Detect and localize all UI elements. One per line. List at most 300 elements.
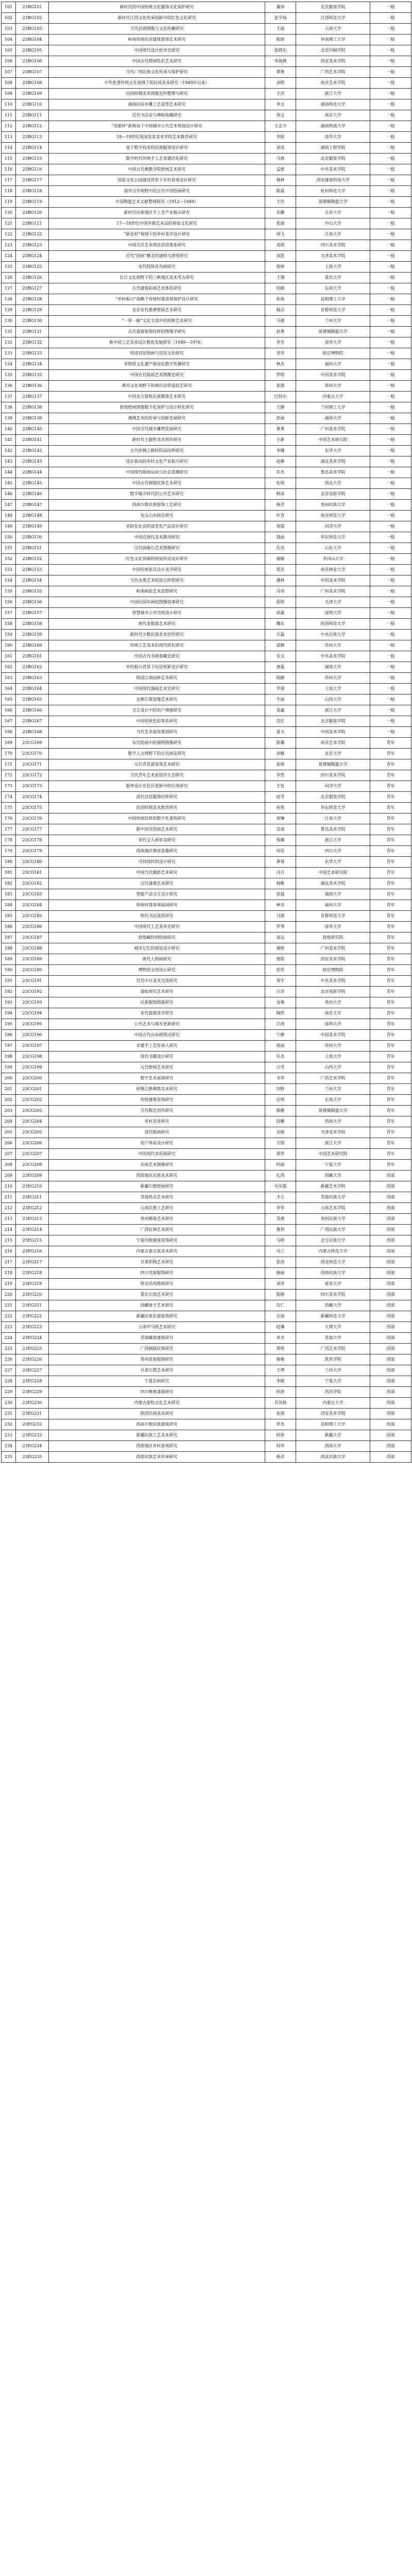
row-number-cell: 155 — [2, 586, 16, 597]
table-row — [2, 489, 411, 500]
project-code-cell: 23BG163 — [16, 673, 49, 684]
row-number-cell: 183 — [2, 889, 16, 900]
institution-cell: 新疆艺术学院 — [296, 1181, 370, 1192]
project-code-cell: 23CG180 — [16, 857, 49, 868]
principal-cell: 次仁 — [265, 1300, 296, 1311]
project-code-cell: 23BG104 — [16, 35, 49, 45]
table-row — [2, 1019, 411, 1030]
institution-cell: 延安大学 — [296, 1279, 370, 1290]
table-row — [2, 1430, 411, 1441]
project-code-cell: 23CG198 — [16, 1052, 49, 1062]
institution-cell: 中国艺术研究院 — [296, 868, 370, 878]
project-title-cell: 宋代瓷器美学研究 — [49, 1008, 265, 1019]
row-number-cell: 189 — [2, 954, 16, 965]
project-title-cell: 新时代江西文化传承创新中的红色文化研究 — [49, 13, 265, 24]
institution-cell: 内蒙古师范大学 — [296, 1246, 370, 1257]
project-code-cell: 23BG113 — [16, 132, 49, 143]
category-cell: 一般 — [370, 402, 411, 413]
table-row — [2, 110, 411, 121]
institution-cell: 东南大学 — [296, 283, 370, 294]
table-row — [2, 532, 411, 543]
category-cell: 西部 — [370, 1344, 411, 1354]
row-number-cell: 214 — [2, 1225, 16, 1235]
project-code-cell: 23BG153 — [16, 565, 49, 575]
project-title-cell: 西部地区民族美术研究 — [49, 1171, 265, 1181]
table-row — [2, 965, 411, 976]
project-code-cell: 23BG128 — [16, 294, 49, 305]
table-row — [2, 1419, 411, 1430]
row-number-cell: 201 — [2, 1084, 16, 1095]
project-code-cell: 23BG115 — [16, 154, 49, 164]
category-cell: 一般 — [370, 110, 411, 121]
table-row — [2, 1387, 411, 1398]
project-title-cell: 新时代主题性美术创作研究 — [49, 435, 265, 446]
row-number-cell: 171 — [2, 759, 16, 770]
row-number-cell: 180 — [2, 857, 16, 868]
row-number-cell: 235 — [2, 1452, 16, 1463]
table-row — [2, 1095, 411, 1106]
category-cell: 青年 — [370, 1052, 411, 1062]
category-cell: 一般 — [370, 99, 411, 110]
row-number-cell: 104 — [2, 35, 16, 45]
principal-cell: 覃艳 — [265, 67, 296, 78]
project-title-cell: 岭南传统民居建筑装饰艺术研究 — [49, 35, 265, 45]
institution-cell: 东华大学 — [296, 857, 370, 868]
institution-cell: 北京服装学院 — [296, 2, 370, 13]
project-title-cell: 新时代少数民族美术创作研究 — [49, 630, 265, 640]
project-title-cell: 设计驱动的乡村文化产业振兴研究 — [49, 456, 265, 467]
project-title-cell: 中国民间年画的图像叙事研究 — [49, 597, 265, 608]
project-code-cell: 23CG176 — [16, 814, 49, 824]
category-cell: 一般 — [370, 132, 411, 143]
institution-cell: 景德镇陶瓷大学 — [296, 197, 370, 208]
institution-cell: 天津大学 — [296, 597, 370, 608]
table-row — [2, 305, 411, 316]
table-row — [2, 316, 411, 327]
principal-cell: 邹宇 — [265, 976, 296, 987]
table-row — [2, 359, 411, 370]
row-number-cell: 133 — [2, 348, 16, 359]
project-code-cell: 23EG222 — [16, 1311, 49, 1322]
project-title-cell: 中国现代设计批评史研究 — [49, 45, 265, 56]
institution-cell: 景德镇陶瓷大学 — [296, 1106, 370, 1116]
row-number-cell: 186 — [2, 922, 16, 933]
project-title-cell: 青海藏族建筑研究 — [49, 1333, 265, 1344]
institution-cell: 江西师范大学 — [296, 13, 370, 24]
table-row — [2, 835, 411, 846]
category-cell: 西部 — [370, 1214, 411, 1225]
row-number-cell: 192 — [2, 987, 16, 997]
category-cell: 西部 — [370, 1192, 411, 1203]
row-number-cell: 112 — [2, 121, 16, 132]
row-number-cell: 228 — [2, 1376, 16, 1387]
row-number-cell: 227 — [2, 1365, 16, 1376]
category-cell: 一般 — [370, 521, 411, 532]
row-number-cell: 140 — [2, 424, 16, 435]
table-row — [2, 500, 411, 511]
project-title-cell: 中国古代铜镜纹饰艺术研究 — [49, 478, 265, 489]
project-title-cell: “双循环”新格局下中国城市公共艺术规划设计研究 — [49, 121, 265, 132]
principal-cell: 冯伟 — [265, 586, 296, 597]
principal-cell: 王静 — [265, 402, 296, 413]
principal-cell: 高远 — [265, 933, 296, 943]
category-cell: 青年 — [370, 781, 411, 792]
project-title-cell: 中国当代艺术理论话语体系研究 — [49, 240, 265, 251]
principal-cell: 罗琴 — [265, 922, 296, 933]
project-code-cell: 23EG216 — [16, 1246, 49, 1257]
project-code-cell: 23BG124 — [16, 251, 49, 262]
project-code-cell: 23CG203 — [16, 1106, 49, 1116]
institution-cell: 大理大学 — [296, 1322, 370, 1333]
project-title-cell: 可持续时尚设计研究 — [49, 857, 265, 868]
table-row — [2, 738, 411, 749]
row-number-cell: 223 — [2, 1322, 16, 1333]
project-code-cell: 23EG227 — [16, 1365, 49, 1376]
category-cell: 青年 — [370, 911, 411, 922]
row-number-cell: 161 — [2, 651, 16, 662]
table-row — [2, 1354, 411, 1365]
project-code-cell: 23BG167 — [16, 716, 49, 727]
principal-cell: 夏天 — [265, 727, 296, 738]
table-row — [2, 208, 411, 218]
principal-cell: 刘畅 — [265, 749, 296, 759]
table-row — [2, 640, 411, 651]
principal-cell: 黄勇 — [265, 424, 296, 435]
principal-cell: 杨丽 — [265, 1268, 296, 1279]
institution-cell: 天津美术学院 — [296, 251, 370, 262]
row-number-cell: 125 — [2, 262, 16, 273]
institution-cell: 吉首大学 — [296, 208, 370, 218]
table-row — [2, 694, 411, 705]
project-code-cell: 23BG160 — [16, 640, 49, 651]
project-title-cell: 唐代金银器艺术研究 — [49, 619, 265, 630]
institution-cell: 西安美术学院 — [296, 954, 370, 965]
category-cell: 一般 — [370, 619, 411, 630]
institution-cell: 中国美术学院 — [296, 575, 370, 586]
project-title-cell: 非遗手工艺传承人研究 — [49, 1041, 265, 1052]
project-code-cell: 23EG235 — [16, 1452, 49, 1463]
table-row — [2, 218, 411, 229]
principal-cell: 陶然 — [265, 1008, 296, 1019]
principal-cell: 王丽 — [265, 24, 296, 35]
project-title-cell: 岩画艺术图像研究 — [49, 1160, 265, 1171]
table-row — [2, 597, 411, 608]
institution-cell: 杭州师范大学 — [296, 186, 370, 197]
institution-cell: 北京大学 — [296, 749, 370, 759]
principal-cell: 韦华 — [265, 1073, 296, 1084]
category-cell: 西部 — [370, 1225, 411, 1235]
project-code-cell: 23BG102 — [16, 13, 49, 24]
project-title-cell: 北朝石窟造像艺术研究 — [49, 694, 265, 705]
project-title-cell: 贵州蜡染艺术研究 — [49, 1214, 265, 1225]
project-title-cell: 云南甲马纸艺术研究 — [49, 1322, 265, 1333]
project-title-cell: 服务设计在社区更新中的应用研究 — [49, 781, 265, 792]
principal-cell: 彭欣 — [265, 965, 296, 976]
institution-cell: 内蒙古大学 — [296, 392, 370, 402]
principal-cell: 黄琦 — [265, 857, 296, 868]
principal-cell: 石磊 — [265, 630, 296, 640]
table-row — [2, 943, 411, 954]
project-title-cell: 中国当代摄影艺术研究 — [49, 868, 265, 878]
project-code-cell: 23BG149 — [16, 521, 49, 532]
row-number-cell: 224 — [2, 1333, 16, 1344]
project-code-cell: 23BG162 — [16, 662, 49, 673]
category-cell: 一般 — [370, 489, 411, 500]
project-title-cell: 古代瓷器装饰纹样的图像学研究 — [49, 327, 265, 337]
institution-cell: 中央民族大学 — [296, 630, 370, 640]
category-cell: 青年 — [370, 1073, 411, 1084]
category-cell: 一般 — [370, 337, 411, 348]
project-code-cell: 23BG138 — [16, 402, 49, 413]
project-title-cell: 基于数字技术的民族服饰设计研究 — [49, 143, 265, 154]
principal-cell: 多杰 — [265, 1333, 296, 1344]
principal-cell: 吴迪 — [265, 824, 296, 835]
project-title-cell: 宋代院体花鸟画研究 — [49, 262, 265, 273]
table-row — [2, 759, 411, 770]
institution-cell: 苏州大学 — [296, 640, 370, 651]
institution-cell: 广州美术学院 — [296, 943, 370, 954]
table-row — [2, 630, 411, 640]
project-title-cell: 中华优秀传统文化视域下的民间美术研究（1949年以来） — [49, 78, 265, 89]
institution-cell: 北京服装学院 — [296, 792, 370, 803]
principal-cell: 吴华 — [265, 348, 296, 359]
principal-cell: 宋文 — [265, 651, 296, 662]
table-row — [2, 337, 411, 348]
principal-cell: 张晓东 — [265, 45, 296, 56]
table-row — [2, 673, 411, 684]
institution-cell: 兰州理工大学 — [296, 402, 370, 413]
table-row — [2, 1008, 411, 1019]
row-number-cell: 134 — [2, 359, 16, 370]
project-title-cell: 广西壮锦艺术研究 — [49, 1225, 265, 1235]
row-number-cell: 136 — [2, 381, 16, 392]
project-title-cell: 博物馆文创设计研究 — [49, 965, 265, 976]
project-code-cell: 23EG224 — [16, 1333, 49, 1344]
row-number-cell: 187 — [2, 933, 16, 943]
principal-cell: 谢敏 — [265, 554, 296, 565]
row-number-cell: 185 — [2, 911, 16, 922]
table-row — [2, 1160, 411, 1171]
principal-cell: 赵琳 — [265, 1322, 296, 1333]
project-code-cell: 23CG187 — [16, 933, 49, 943]
institution-cell: 苏州大学 — [296, 673, 370, 684]
project-code-cell: 23BG129 — [16, 305, 49, 316]
principal-cell: 刘芳 — [265, 1279, 296, 1290]
principal-cell: 马超 — [265, 911, 296, 922]
project-code-cell: 23BG151 — [16, 543, 49, 554]
row-number-cell: 175 — [2, 803, 16, 814]
project-code-cell: 23CG190 — [16, 965, 49, 976]
project-title-cell: 用户体验设计研究 — [49, 1138, 265, 1149]
row-number-cell: 137 — [2, 392, 16, 402]
row-number-cell: 148 — [2, 511, 16, 521]
row-number-cell: 130 — [2, 316, 16, 327]
principal-cell: 阿洛 — [265, 1387, 296, 1398]
table-row — [2, 511, 411, 521]
table-row — [2, 878, 411, 889]
category-cell: 一般 — [370, 424, 411, 435]
principal-cell: 杨洋 — [265, 1452, 296, 1463]
table-row — [2, 1452, 411, 1463]
project-code-cell: 23BG118 — [16, 186, 49, 197]
principal-cell: 刘明 — [265, 78, 296, 89]
category-cell: 一般 — [370, 45, 411, 56]
project-title-cell: 数字艺术展演研究 — [49, 1073, 265, 1084]
principal-cell: 王新 — [265, 435, 296, 446]
category-cell: 青年 — [370, 846, 411, 857]
project-title-cell: 近代书法家与碑帖收藏研究 — [49, 110, 265, 121]
project-code-cell: 23CG184 — [16, 900, 49, 911]
principal-cell: 马明 — [265, 1235, 296, 1246]
project-title-cell: 宋代绘画中的器物图像研究 — [49, 738, 265, 749]
project-title-cell: 四川羌族服饰研究 — [49, 1268, 265, 1279]
row-number-cell: 168 — [2, 727, 16, 738]
row-number-cell: 188 — [2, 943, 16, 954]
category-cell: 青年 — [370, 878, 411, 889]
table-row — [2, 370, 411, 381]
institution-cell: 新疆师范大学 — [296, 1311, 370, 1322]
institution-cell: 中央美术学院 — [296, 651, 370, 662]
institution-cell: 山西大学 — [296, 1062, 370, 1073]
row-number-cell: 203 — [2, 1106, 16, 1116]
principal-cell: 徐晨 — [265, 889, 296, 900]
row-number-cell: 211 — [2, 1192, 16, 1203]
principal-cell: 朱鹏 — [265, 208, 296, 218]
category-cell: 一般 — [370, 283, 411, 294]
project-title-cell: 长江文化视野下的三峡地区美术考古研究 — [49, 273, 265, 283]
project-code-cell: 23EG221 — [16, 1300, 49, 1311]
category-cell: 西部 — [370, 1387, 411, 1398]
institution-cell: 中国美术学院 — [296, 370, 370, 381]
project-title-cell: 乡村振兴背景下民居更新设计研究 — [49, 662, 265, 673]
principal-cell: 金鑫 — [265, 705, 296, 716]
project-title-cell: 民国时期美术教育研究 — [49, 803, 265, 814]
project-title-cell: 乡村美育研究 — [49, 1116, 265, 1127]
institution-cell: 华东师范大学 — [296, 532, 370, 543]
institution-cell: 湖南大学 — [296, 413, 370, 424]
row-number-cell: 198 — [2, 1052, 16, 1062]
principal-cell: 毕强 — [265, 684, 296, 694]
project-code-cell: 23BG101 — [16, 2, 49, 13]
category-cell: 一般 — [370, 348, 411, 359]
project-title-cell: 新时代民族地区手工艺产业振兴研究 — [49, 208, 265, 218]
table-row — [2, 1041, 411, 1052]
table-row — [2, 45, 411, 56]
principal-cell: 邵华 — [265, 1149, 296, 1160]
institution-cell: 宁夏大学 — [296, 1160, 370, 1171]
project-code-cell: 23BG134 — [16, 359, 49, 370]
row-number-cell: 219 — [2, 1279, 16, 1290]
row-number-cell: 202 — [2, 1095, 16, 1106]
principal-cell: 张宇扬 — [265, 13, 296, 24]
principal-cell: 韩冰 — [265, 489, 296, 500]
row-number-cell: 115 — [2, 154, 16, 164]
project-code-cell: 23CG172 — [16, 770, 49, 781]
project-code-cell: 23BG144 — [16, 467, 49, 478]
project-code-cell: 23BG165 — [16, 694, 49, 705]
project-title-cell: 中国北方游牧民族服饰艺术研究 — [49, 392, 265, 402]
row-number-cell: 207 — [2, 1149, 16, 1160]
row-number-cell: 122 — [2, 229, 16, 240]
category-cell: 西部 — [370, 1441, 411, 1452]
institution-cell: 南京艺术学院 — [296, 738, 370, 749]
table-row — [2, 1300, 411, 1311]
category-cell: 一般 — [370, 305, 411, 316]
table-row — [2, 1192, 411, 1203]
category-cell: 一般 — [370, 543, 411, 554]
row-number-cell: 157 — [2, 608, 16, 619]
institution-cell: 南京师范大学 — [296, 511, 370, 521]
category-cell: 西部 — [370, 1354, 411, 1365]
table-row — [2, 997, 411, 1008]
table-row — [2, 467, 411, 478]
category-cell: 一般 — [370, 640, 411, 651]
institution-cell: 西南民族大学 — [296, 1268, 370, 1279]
institution-cell: 湖南师范大学 — [296, 99, 370, 110]
institution-cell: 山西大学 — [296, 694, 370, 705]
project-title-cell: 中国当代城市雕塑发展研究 — [49, 424, 265, 435]
table-row — [2, 749, 411, 759]
category-cell: 一般 — [370, 56, 411, 67]
project-title-cell: 新中国宣传画艺术研究 — [49, 824, 265, 835]
table-row — [2, 727, 411, 738]
project-code-cell: 23BG152 — [16, 554, 49, 565]
principal-cell: 李海燕 — [265, 56, 296, 67]
row-number-cell: 120 — [2, 208, 16, 218]
project-code-cell: 23CG182 — [16, 878, 49, 889]
row-number-cell: 230 — [2, 1398, 16, 1409]
row-number-cell: 229 — [2, 1387, 16, 1398]
institution-cell: 福州大学 — [296, 359, 370, 370]
project-code-cell: 23CG201 — [16, 1084, 49, 1095]
institution-cell: 西安美术学院 — [296, 56, 370, 67]
institution-cell: 青海大学 — [296, 1333, 370, 1344]
project-title-cell: 中国古代书画鉴藏史研究 — [49, 651, 265, 662]
table-row — [2, 608, 411, 619]
table-row — [2, 814, 411, 824]
institution-cell: 西南大学 — [296, 1441, 370, 1452]
project-code-cell: 23EG217 — [16, 1257, 49, 1268]
category-cell: 一般 — [370, 727, 411, 738]
row-number-cell: 231 — [2, 1409, 16, 1419]
principal-cell: 牛丽 — [265, 694, 296, 705]
category-cell: 一般 — [370, 381, 411, 392]
row-number-cell: 226 — [2, 1354, 16, 1365]
row-number-cell: 234 — [2, 1441, 16, 1452]
institution-cell: 重庆大学 — [296, 273, 370, 283]
category-cell: 青年 — [370, 1084, 411, 1095]
principal-cell: 白雪 — [265, 1062, 296, 1073]
institution-cell: 深圳大学 — [296, 608, 370, 619]
category-cell: 青年 — [370, 1138, 411, 1149]
project-title-cell: 民国时期美术图像史料整理与研究 — [49, 89, 265, 99]
principal-cell: 杨梅 — [265, 1354, 296, 1365]
table-row — [2, 521, 411, 532]
project-code-cell: 23CG185 — [16, 911, 49, 922]
category-cell: 西部 — [370, 1398, 411, 1409]
table-row — [2, 456, 411, 467]
table-row — [2, 1062, 411, 1073]
row-number-cell: 117 — [2, 175, 16, 186]
row-number-cell: 158 — [2, 619, 16, 630]
project-title-cell: 新中国工艺美术设计教育发展研究（1949—1976） — [49, 337, 265, 348]
institution-cell: 浙江大学 — [296, 705, 370, 716]
category-cell: 一般 — [370, 273, 411, 283]
category-cell: 青年 — [370, 933, 411, 943]
institution-cell: 北京服装学院 — [296, 154, 370, 164]
category-cell: 一般 — [370, 89, 411, 99]
table-row — [2, 1030, 411, 1041]
